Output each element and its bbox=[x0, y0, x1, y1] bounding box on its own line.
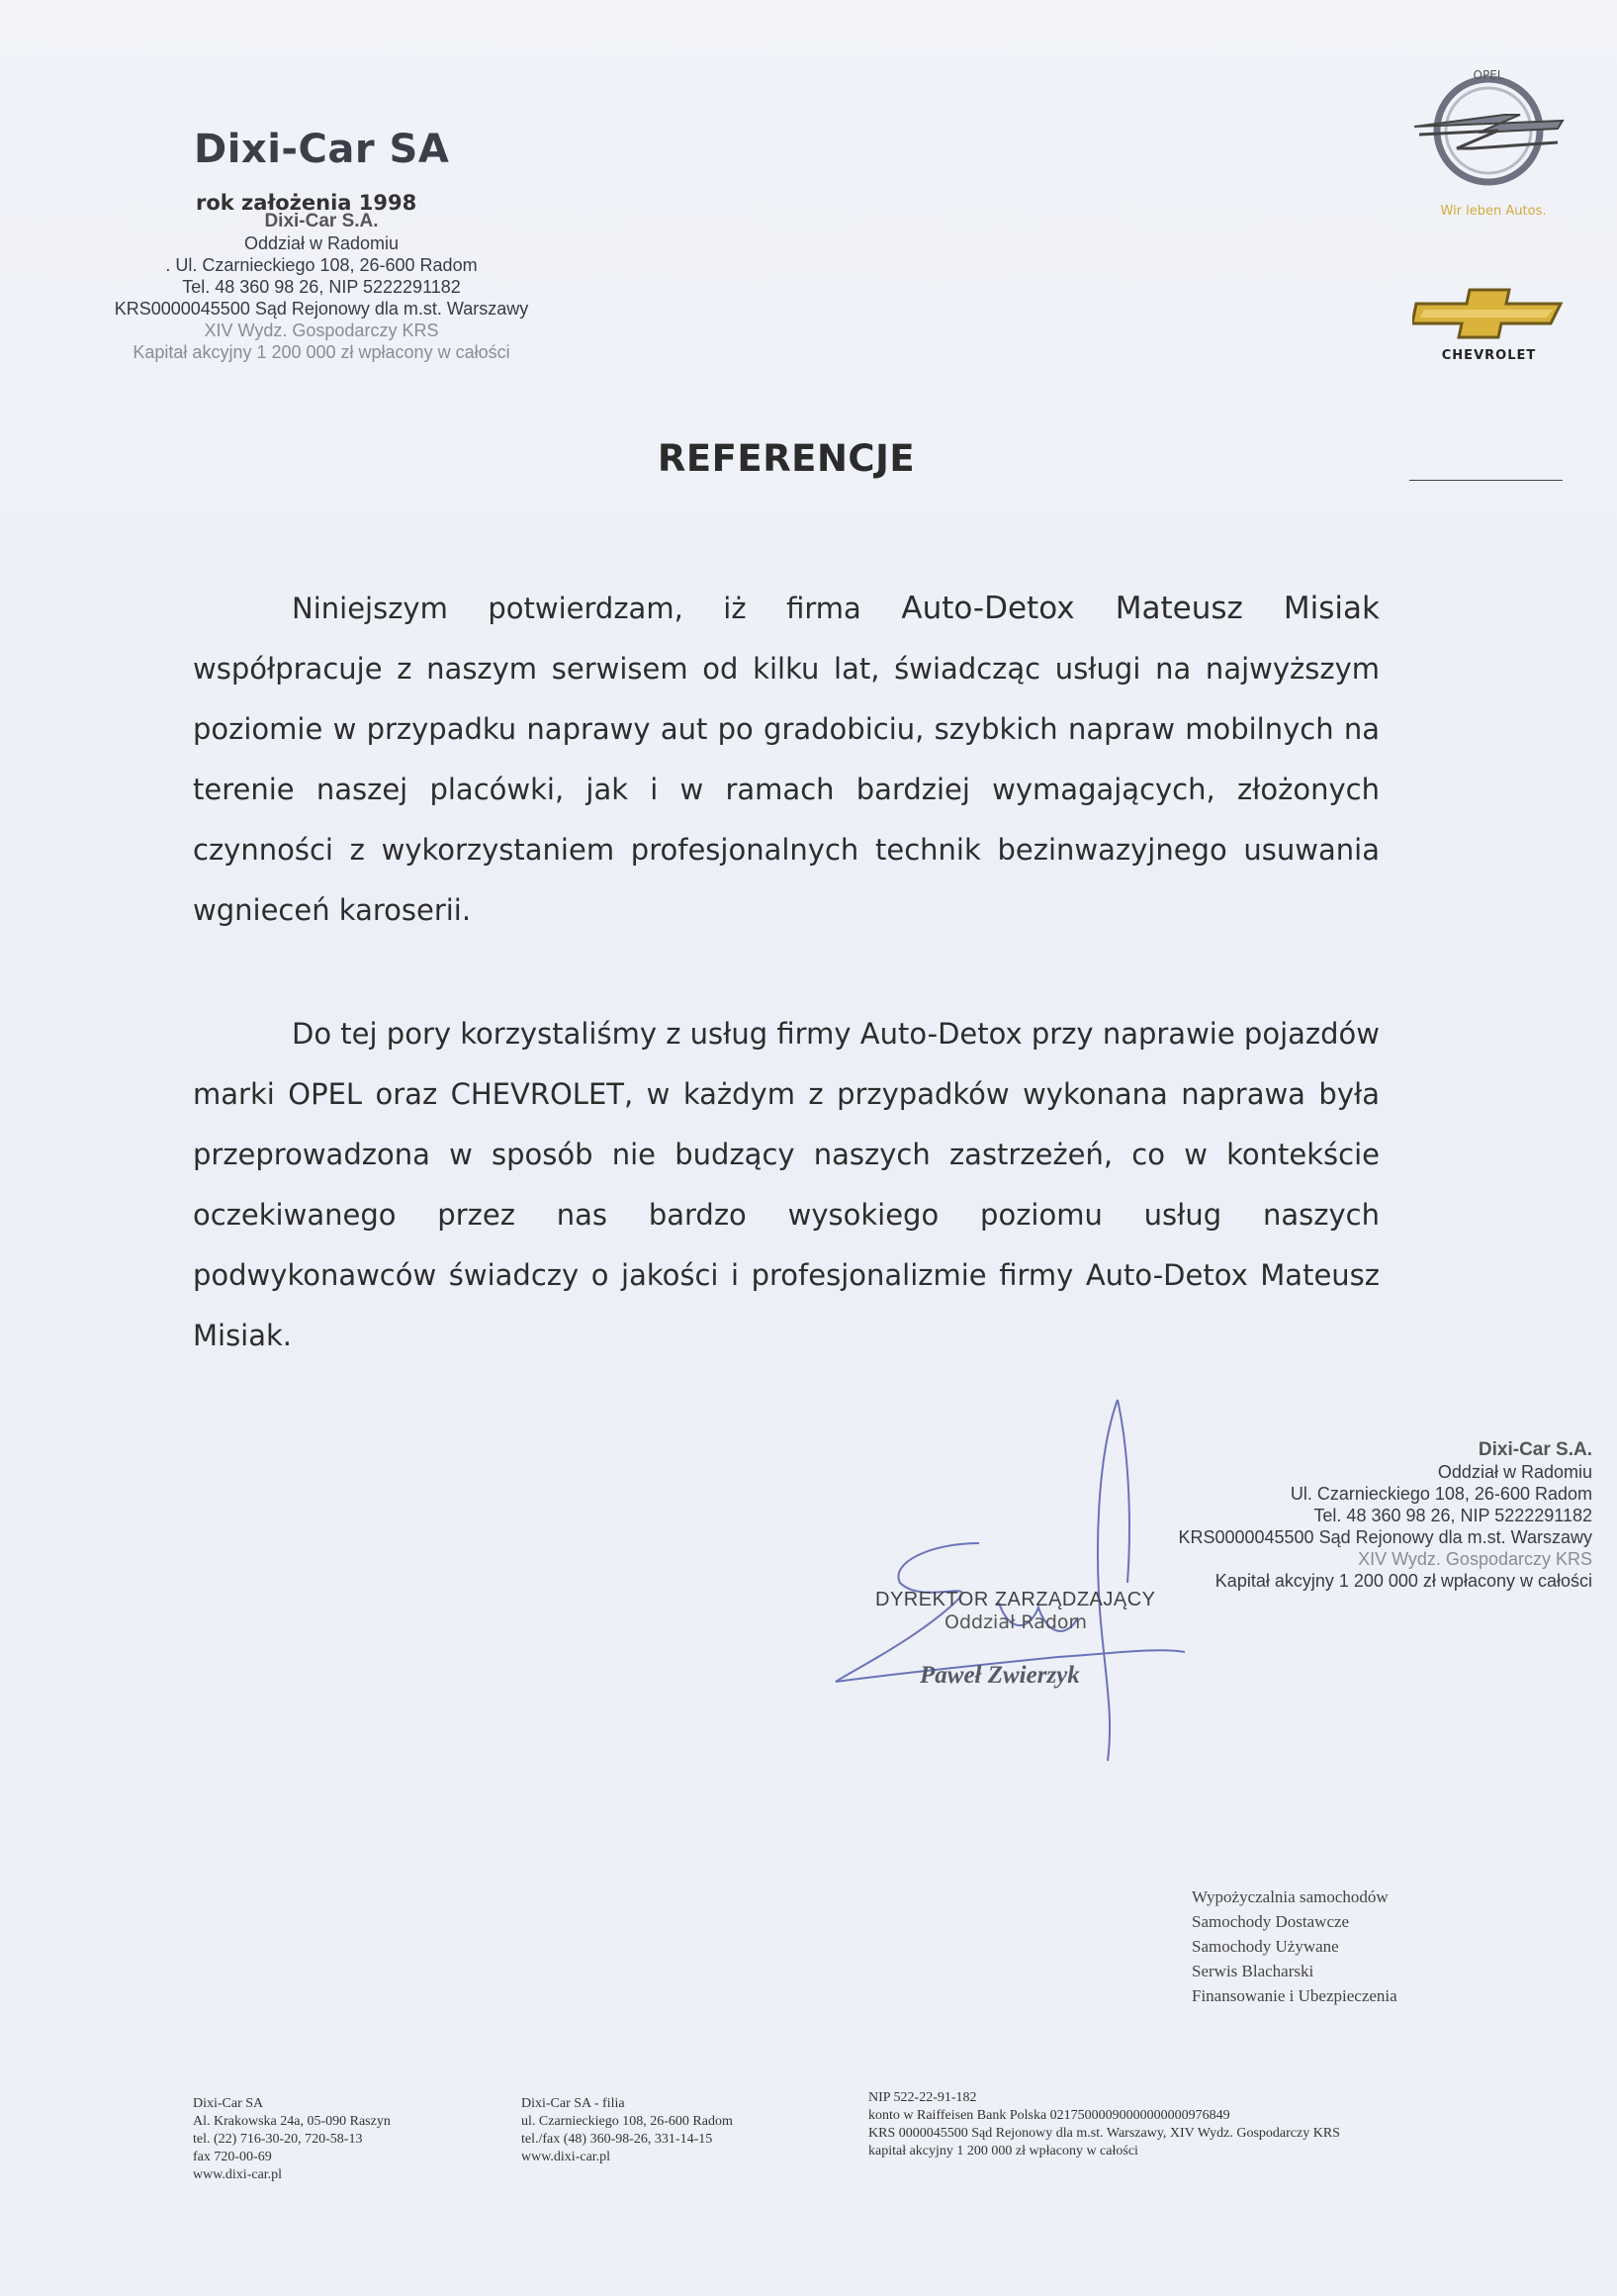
footer-line: tel. (22) 716-30-20, 720-58-13 bbox=[193, 2132, 363, 2147]
service-item: Finansowanie i Ubezpieczenia bbox=[1192, 1986, 1397, 2005]
stamp-line: Kapitał akcyjny 1 200 000 zł wpłacony w całości bbox=[1214, 1571, 1592, 1591]
company-name: Dixi-Car SA bbox=[194, 127, 450, 172]
footer-line: kapitał akcyjny 1 200 000 zł wpłacony w całości bbox=[868, 2144, 1138, 2158]
body-paragraph-2 bbox=[193, 1004, 1380, 1366]
opel-slogan: Wir leben Autos. bbox=[1440, 204, 1547, 219]
body-paragraph-1 bbox=[193, 579, 1380, 941]
service-item: Wypożyczalnia samochodów bbox=[1192, 1887, 1389, 1906]
footer-line: Dixi-Car SA - filia bbox=[521, 2096, 625, 2111]
chevrolet-bowtie-icon bbox=[1412, 282, 1566, 341]
director-title: DYREKTOR ZARZĄDZAJĄCY bbox=[875, 1589, 1156, 1610]
footer-line: Dixi-Car SA bbox=[193, 2096, 264, 2111]
stamp-line: Kapitał akcyjny 1 200 000 zł wpłacony w całości bbox=[133, 342, 510, 362]
stamp-line: Ul. Czarnieckiego 108, 26-600 Radom bbox=[1290, 1484, 1592, 1504]
document-title: REFERENCJE bbox=[657, 437, 916, 480]
p1-company-name: Auto-Detox Mateusz Misiak bbox=[901, 591, 1380, 626]
service-item: Samochody Dostawcze bbox=[1192, 1912, 1350, 1931]
stamp-line: Oddział w Radomiu bbox=[1437, 1462, 1592, 1482]
director-name: Paweł Zwierzyk bbox=[920, 1662, 1080, 1689]
company-stamp-top bbox=[99, 211, 544, 363]
director-branch: Oddział Radom bbox=[944, 1611, 1088, 1633]
opel-logo-icon bbox=[1409, 63, 1568, 192]
footer-line: konto w Raiffeisen Bank Polska 02175000090000000000976849 bbox=[868, 2108, 1230, 2123]
footer-head-office bbox=[193, 2095, 391, 2184]
stamp-line: . Ul. Czarnieckiego 108, 26-600 Radom bbox=[165, 255, 478, 275]
footer-line: KRS 0000045500 Sąd Rejonowy dla m.st. Warszawy, XIV Wydz. Gospodarczy KRS bbox=[868, 2126, 1340, 2141]
stamp-line: Dixi-Car S.A. bbox=[264, 211, 379, 231]
opel-ring-text: OPEL bbox=[1473, 68, 1504, 82]
stamp-line: XIV Wydz. Gospodarczy KRS bbox=[204, 321, 439, 340]
footer-line: fax 720-00-69 bbox=[193, 2150, 272, 2164]
stamp-line: KRS0000045500 Sąd Rejonowy dla m.st. Warszawy bbox=[114, 299, 529, 319]
chevrolet-label: CHEVROLET bbox=[1441, 348, 1537, 363]
stamp-line: Tel. 48 360 98 26, NIP 5222291182 bbox=[1313, 1506, 1592, 1525]
founded-year: rok założenia 1998 bbox=[196, 191, 417, 215]
service-item: Serwis Blacharski bbox=[1192, 1962, 1314, 1980]
footer-line: www.dixi-car.pl bbox=[521, 2150, 611, 2164]
stamp-line: Dixi-Car S.A. bbox=[1478, 1439, 1592, 1460]
stamp-line: XIV Wydz. Gospodarczy KRS bbox=[1358, 1549, 1592, 1569]
company-stamp-bottom bbox=[1127, 1439, 1592, 1592]
p1-rest: współpracuje z naszym serwisem od kilku lat, świadcząc usługi na najwyższym poziomie w przypadku naprawy aut po gradobiciu, szybkich napraw mobilnych na terenie naszej placówki, jak i w ramach bardziej wymagających, złożonych czynności z wykorzystaniem profesjonalnych technik bezinwazyjnego usuwania wgnieceń karoserii. bbox=[193, 652, 1380, 927]
stamp-line: Oddział w Radomiu bbox=[243, 233, 400, 253]
footer-line: NIP 522-22-91-182 bbox=[868, 2090, 977, 2105]
divider-line bbox=[1409, 480, 1563, 481]
service-item: Samochody Używane bbox=[1192, 1937, 1339, 1956]
p2-text: Do tej pory korzystaliśmy z usług firmy Auto-Detox przy naprawie pojazdów marki OPEL oraz CHEVROLET, w każdym z przypadków wykonana naprawa była przeprowadzona w sposób nie budzący naszych zastrzeżeń, co w kontekście oczekiwanego przez nas bardzo wysokiego poziomu usług naszych podwykonawców świadczy o jakości i profesjonalizmie firmy Auto-Detox Mateusz Misiak. bbox=[193, 1017, 1380, 1352]
footer-branch bbox=[521, 2095, 733, 2166]
p1-intro: Niniejszym potwierdzam, iż firma bbox=[292, 592, 902, 625]
services-list bbox=[1192, 1884, 1397, 2008]
footer-line: tel./fax (48) 360-98-26, 331-14-15 bbox=[521, 2132, 713, 2147]
stamp-line: KRS0000045500 Sąd Rejonowy dla m.st. Warszawy bbox=[1178, 1527, 1592, 1547]
footer-line: Al. Krakowska 24a, 05-090 Raszyn bbox=[193, 2114, 391, 2129]
footer-legal bbox=[868, 2089, 1340, 2160]
footer-line: www.dixi-car.pl bbox=[193, 2167, 283, 2182]
stamp-line: Tel. 48 360 98 26, NIP 5222291182 bbox=[182, 277, 461, 297]
footer-line: ul. Czarnieckiego 108, 26-600 Radom bbox=[521, 2114, 733, 2129]
